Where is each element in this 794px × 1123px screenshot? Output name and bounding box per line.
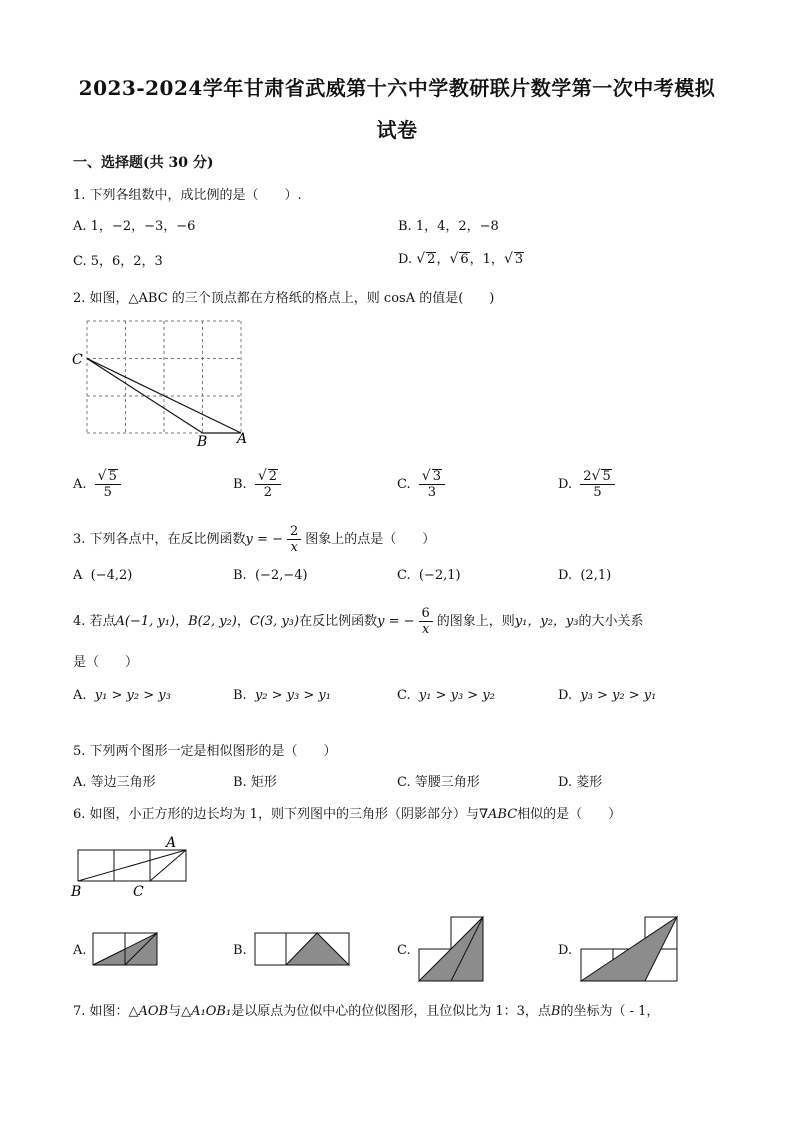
- q1-option-b: B. 1，4，2，−8: [398, 219, 499, 234]
- q5-option-c: C. 等腰三角形: [397, 775, 480, 790]
- q6-triangle-name: ∇ABC: [478, 807, 518, 822]
- q3-option-b: B. (−2,−4): [233, 568, 308, 583]
- q3-stem: [73, 524, 435, 555]
- q1-d-radicand-1: 2: [427, 252, 436, 267]
- q4-stem-line2: 是（ ）: [73, 655, 139, 670]
- q4-option-d: D. y₃ > y₂ > y₁: [558, 688, 657, 703]
- q2-label-b: B: [197, 434, 208, 450]
- q6-label-a: A: [166, 835, 177, 851]
- q6-option-d-label: D.: [558, 943, 573, 958]
- q1-option-c: C. 5，6，2，3: [73, 254, 163, 269]
- q6-option-a-label: A.: [73, 943, 87, 958]
- q4-point-c: C(3, y₃): [249, 614, 300, 629]
- q1-d-sep: ，: [436, 252, 450, 267]
- q4-option-a: A. y₁ > y₂ > y₃: [73, 688, 171, 703]
- q2-option-c: [397, 469, 449, 500]
- q1-stem: 1. 下列各组数中，成比例的是（ ）.: [73, 188, 302, 203]
- q7-point-b: B: [550, 1004, 561, 1019]
- q2-label-a: A: [237, 431, 248, 447]
- q2-option-b-label: B.: [233, 477, 247, 492]
- q2-grid-figure: [70, 318, 260, 453]
- q6-b-shaded-triangle: [286, 933, 349, 965]
- q6-option-b-figure: [252, 930, 352, 970]
- q3-stem-pre: 3. 下列各点中，在反比例函数: [73, 532, 246, 547]
- q3-func-eq: = −: [252, 532, 283, 547]
- q2-option-b-frac: $\frac{√ 2}{2}$: [255, 469, 281, 500]
- q1-option-a: A. 1，−2，−3，−6: [73, 219, 196, 234]
- q7-stem: 7. 如图：△AOB与△A₁OB₁是以原点为位似中心的位似图形，且位似比为 1：3，点B的坐标为（ - 1，: [73, 1004, 660, 1019]
- q6-option-c-figure: [416, 914, 488, 986]
- q3-stem-post: 图象上的点是（ ）: [305, 532, 436, 547]
- q6-label-c: C: [133, 884, 144, 900]
- section-heading: 一、选择题(共 30 分): [73, 155, 214, 171]
- page-title-line1: 2023-2024学年甘肃省武威第十六中学教研联片数学第一次中考模拟: [78, 76, 716, 100]
- q2-option-c-frac: $\frac{√ 3}{3}$: [419, 469, 445, 500]
- q6-reference-figure: [70, 833, 200, 903]
- q4-point-a: A(−1, y₁): [115, 614, 176, 629]
- q1-option-d-label: D.: [398, 252, 413, 267]
- q4-option-c: C. y₁ > y₃ > y₂: [397, 688, 495, 703]
- q4-option-b: B. y₂ > y₃ > y₁: [233, 688, 331, 703]
- q5-option-d: D. 菱形: [558, 775, 603, 790]
- q6-option-b-label: B.: [233, 943, 247, 958]
- q6-label-b: B: [71, 884, 82, 900]
- q5-option-b: B. 矩形: [233, 775, 277, 790]
- q5-stem: 5. 下列两个图形一定是相似图形的是（ ）: [73, 744, 337, 759]
- q4-point-b: B(2, y₂): [188, 614, 237, 629]
- q2-option-a-label: A.: [73, 477, 87, 492]
- q2-label-c: C: [72, 352, 83, 368]
- q2-option-d-frac: $\frac{2√ 5}{5}$: [580, 469, 614, 500]
- q5-option-a: A. 等边三角形: [73, 775, 156, 790]
- q1-d-mid: ，1，: [469, 252, 504, 267]
- q3-option-a: A (−4,2): [73, 568, 133, 583]
- q6-option-a-figure: [90, 930, 162, 970]
- q2-option-a-frac: $\frac{√ 5}{5}$: [95, 469, 121, 500]
- q1-d-radicand-3: 3: [514, 252, 524, 267]
- q7-triangle-a1ob1: △A₁OB₁: [181, 1004, 232, 1019]
- q2-stem: 2. 如图，△ABC 的三个顶点都在方格纸的格点上，则 cosA 的值是( ): [73, 291, 495, 306]
- q6-option-d-figure: [578, 914, 682, 986]
- q2-option-d-label: D.: [558, 477, 573, 492]
- q4-stem: 4. 若点A(−1, y₁)，B(2, y₂)，C(3, y₃)在反比例函数y = − $\frac{6}{x}$ 的图象上，则y₁，y₂，y₃的大小关系: [73, 606, 644, 637]
- q7-triangle-aob: △AOB: [128, 1004, 169, 1019]
- q4-vars: y₁，y₂，y₃: [514, 614, 579, 629]
- q3-func-y: y: [245, 532, 253, 547]
- q3-func-frac: $\frac{2}{x}$: [287, 524, 301, 555]
- q4-func-frac: $\frac{6}{x}$: [419, 606, 433, 637]
- q1-d-radicand-2: 6: [460, 252, 469, 267]
- q1-option-d: D. √ 2，√ 6，1，√ 3: [398, 251, 524, 267]
- q2-option-a: [73, 469, 125, 500]
- q6-option-c-label: C.: [397, 943, 411, 958]
- q3-option-d: D. (2,1): [558, 568, 612, 583]
- page-title-line2: 试卷: [376, 118, 418, 142]
- q2-option-d: [558, 469, 619, 500]
- q2-option-c-label: C.: [397, 477, 411, 492]
- q6-stem: 6. 如图，小正方形的边长均为 1，则下列图中的三角形（阴影部分）与∇ABC相似的是（ ）: [73, 807, 622, 822]
- q3-option-c: C. (−2,1): [397, 568, 461, 583]
- q2-grid-lines: [87, 321, 241, 433]
- q2-option-b: [233, 469, 285, 500]
